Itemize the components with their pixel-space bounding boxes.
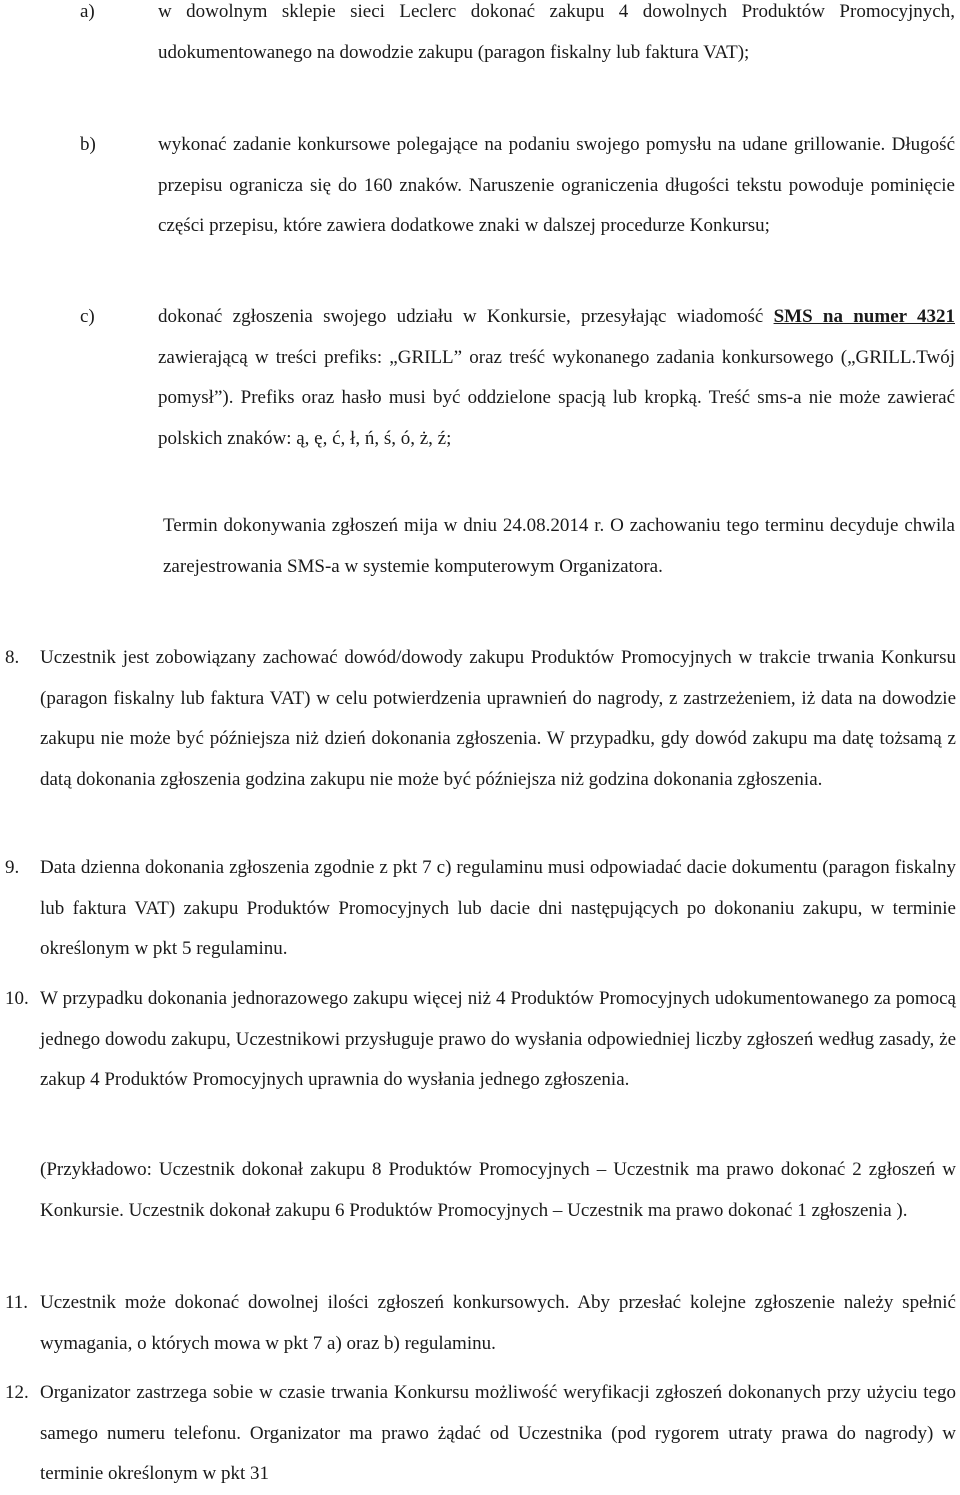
sub-item-label: b) [80,134,96,155]
paragraph-number: 9. [5,857,20,878]
deadline-paragraph: Termin dokonywania zgłoszeń mija w dniu 24.08.2014 r. O zachowaniu tego terminu decyduje chwila zarejestrowania SMS-a w systemie komputerowym Organizatora. [163,515,955,577]
sub-item-text-start: dokonać zgłoszenia swojego udziału w Konkursie, przesyłając wiadomość [158,306,774,327]
paragraph-text: Uczestnik jest zobowiązany zachować dowód/dowody zakupu Produktów Promocyjnych w trakcie trwania Konkursu (paragon fiskalny lub faktura VAT) w celu potwierdzenia uprawnień do nagrody, z zastrzeżeniem, iż data na dowodzie zakupu nie może być późniejsza niż dzień dokonania zgłoszenia. W przypadku, gdy dowód zakupu ma datę tożsamą z datą dokonania zgłoszenia godzina zakupu nie może być późniejsza niż godzina dokonania zgłoszenia. [40,647,956,790]
sms-number-emphasis: SMS na numer 4321 [773,306,955,327]
paragraph-number: 12. [5,1382,29,1403]
sub-item-text-end: zawierającą w treści prefiks: „GRILL” oraz treść wykonanego zadania konkursowego („GRILL.Twój pomysł”). Prefiks oraz hasło musi być oddzielone spacją lub kropką. Treść sms-a nie może zawierać polskich znaków: ą, ę, ć, ł, ń, ś, ó, ż, ź; [158,346,955,449]
example-paragraph: (Przykładowo: Uczestnik dokonał zakupu 8 Produktów Promocyjnych – Uczestnik ma prawo dokonać 2 zgłoszeń w Konkursie. Uczestnik dokonał zakupu 6 Produktów Promocyjnych – Uczestnik ma prawo dokonać 1 zgłoszenia ). [40,1159,956,1221]
sub-item-text: w dowolnym sklepie sieci Leclerc dokonać zakupu 4 dowolnych Produktów Promocyjnych, udokumentowanego na dowodzie zakupu (paragon fiskalny lub faktura VAT); [158,1,955,63]
paragraph-number: 11. [5,1292,29,1313]
paragraph-text: Data dzienna dokonania zgłoszenia zgodnie z pkt 7 c) regulaminu musi odpowiadać dacie dokumentu (paragon fiskalny lub faktura VAT) zakupu Produktów Promocyjnych lub dacie dni następujących po dokonaniu zakupu, w terminie określonym w pkt 5 regulaminu. [40,857,956,959]
sub-item-text: wykonać zadanie konkursowe polegające na podaniu swojego pomysłu na udane grillowanie. Długość przepisu ogranicza się do 160 znaków. Naruszenie ograniczenia długości tekstu powoduje pominięcie części przepisu, które zawiera dodatkowe znaki w dalszej procedurze Konkursu; [158,134,955,236]
paragraph-text: Uczestnik może dokonać dowolnej ilości zgłoszeń konkursowych. Aby przesłać kolejne zgłoszenie należy spełnić wymagania, o których mowa w pkt 7 a) oraz b) regulaminu. [40,1292,956,1354]
paragraph-text: Organizator zastrzega sobie w czasie trwania Konkursu możliwość weryfikacji zgłoszeń dokonanych przy użyciu tego samego numeru telefonu. Organizator ma prawo żądać od Uczestnika (pod rygorem utraty prawa do nagrody) w terminie określonym w pkt 31 [40,1382,956,1484]
paragraph-number: 8. [5,647,20,668]
sub-item-text [158,297,955,459]
sub-item-label: a) [80,1,95,22]
paragraph-number: 10. [5,988,29,1009]
paragraph-text: W przypadku dokonania jednorazowego zakupu więcej niż 4 Produktów Promocyjnych udokumentowanego za pomocą jednego dowodu zakupu, Uczestnikowi przysługuje prawo do wysłania odpowiedniej liczby zgłoszeń według zasady, że zakup 4 Produktów Promocyjnych uprawnia do wysłania jednego zgłoszenia. [40,988,956,1090]
sub-item-label: c) [80,306,95,327]
